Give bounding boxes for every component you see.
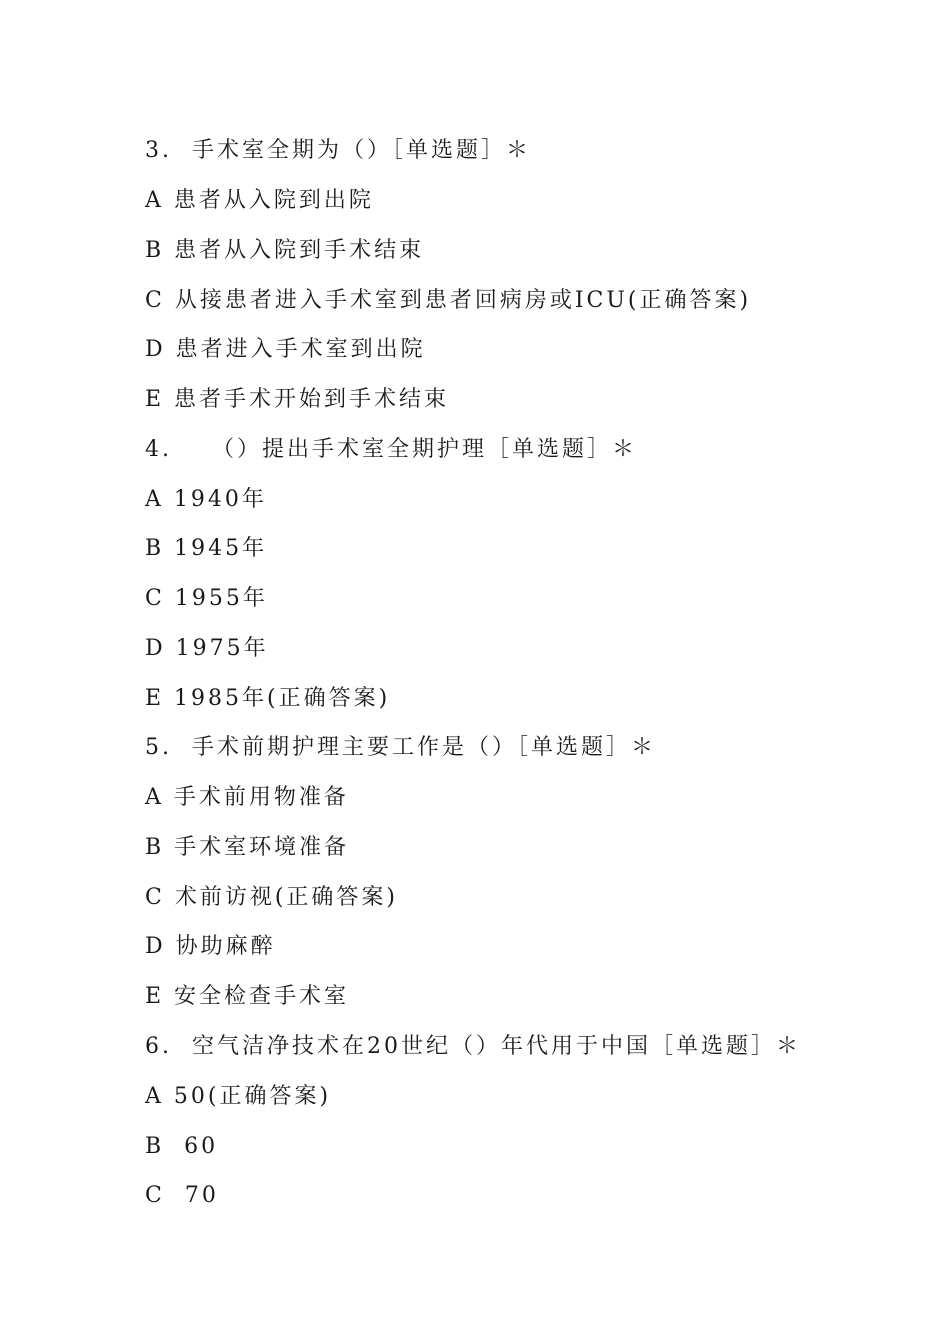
question-4-option-d: D 1975年 [145,636,269,661]
question-4-option-a: A 1940年 [145,487,267,512]
question-4-option-e: E 1985年(正确答案) [145,686,391,711]
question-5-option-a: A 手术前用物准备 [145,785,349,810]
question-3-option-d: D 患者进入手术室到出院 [145,337,426,362]
question-5-option-b: B 手术室环境准备 [145,835,350,860]
question-3-option-e: E 患者手术开始到手术结束 [145,387,450,412]
question-6-option-c: C 70 [145,1183,219,1208]
question-3-stem: 3. 手术室全期为（）［单选题］＊ [145,138,531,163]
question-4-option-c: C 1955年 [145,586,268,611]
question-6-option-b: B 60 [145,1134,219,1159]
question-6-stem: 6. 空气洁净技术在20世纪（）年代用于中国［单选题］＊ [145,1034,801,1059]
question-5-option-c: C 术前访视(正确答案) [145,885,398,910]
question-4-stem: 4. （）提出手术室全期护理［单选题］＊ [145,437,637,462]
question-4-option-b: B 1945年 [145,536,268,561]
question-5-stem: 5. 手术前期护理主要工作是（）［单选题］＊ [145,735,656,760]
question-3-option-c: C 从接患者进入手术室到患者回病房或ICU(正确答案) [145,288,752,313]
question-5-option-e: E 安全检查手术室 [145,984,350,1009]
question-3-option-a: A 患者从入院到出院 [145,188,374,213]
question-6-option-a: A 50(正确答案) [145,1084,332,1109]
question-3-option-b: B 患者从入院到手术结束 [145,238,425,263]
question-5-option-d: D 协助麻醉 [145,934,276,959]
